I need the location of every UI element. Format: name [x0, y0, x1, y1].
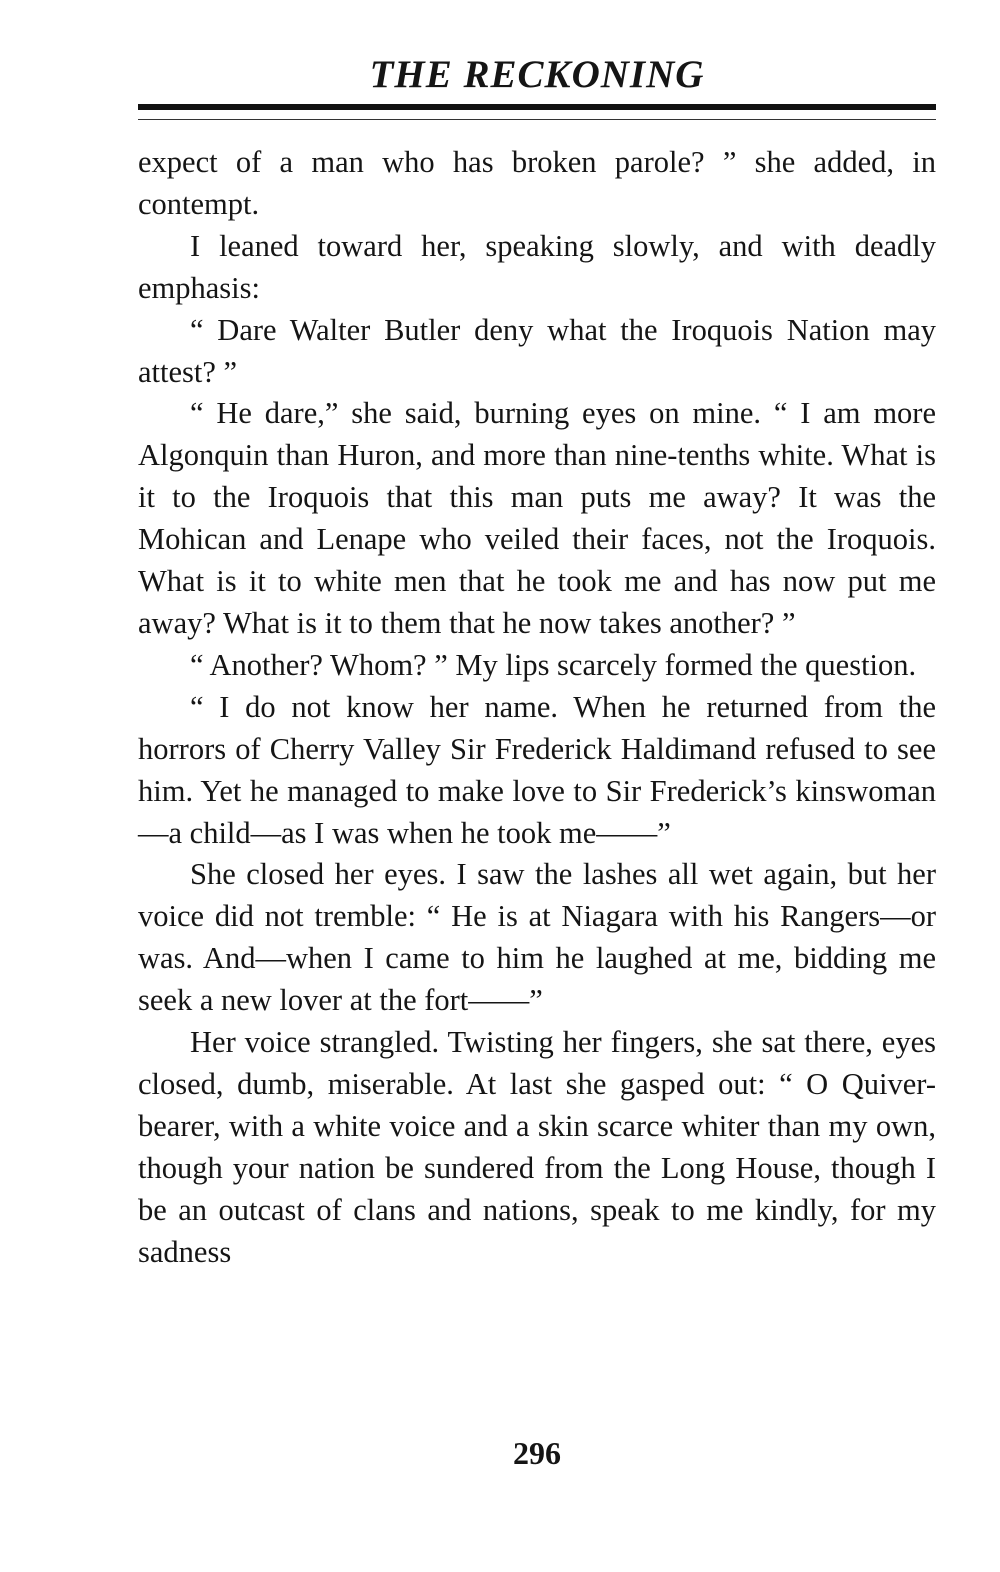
page-number: 296 — [513, 1435, 561, 1471]
paragraph: I leaned toward her, speaking slowly, and with deadly emphasis: — [138, 228, 936, 305]
paragraph-continuation: expect of a man who has broken parole? ” she added, in contempt. — [138, 145, 936, 221]
paragraph: “ He dare,” she said, burning eyes on mine. “ I am more Algonquin than Huron, and more than nine-tenths white. What is it to the Iroquois that this man puts me away? It was the Mohican and Lenape who veiled their faces, not the Iroquois. What is it to white men that he took me and has now put me away? What is it to them that he now takes another? ” — [138, 396, 936, 640]
paragraph: She closed her eyes. I saw the lashes all wet again, but her voice did not tremble: “ He is at Niagara with his Rangers—or was. And—when I came to him he laughed at me, bidding me seek a new lover at the fort——” — [138, 857, 936, 1018]
paragraph: “ Dare Walter Butler deny what the Iroquois Nation may attest? ” — [138, 312, 936, 389]
running-head: THE RECKONING — [369, 53, 705, 96]
paragraph: “ Another? Whom? ” My lips scarcely formed the question. — [190, 647, 917, 682]
header-rule-thin — [138, 119, 936, 120]
paragraph: “ I do not know her name. When he returned from the horrors of Cherry Valley Sir Frederick Haldimand refused to see him. Yet he managed to make love to Sir Frederick’s kinswoman—a child—as I was when he took me——” — [138, 689, 936, 850]
header-rule-thick — [138, 104, 936, 110]
book-page — [138, 0, 936, 1572]
body-text — [138, 142, 936, 1273]
paragraph: Her voice strangled. Twisting her fingers, she sat there, eyes closed, dumb, miserable. At last she gasped out: “ O Quiver-bearer, with a white voice and a skin scarce whiter than my own, though your nation be sundered from the Long House, though I be an outcast of clans and nations, speak to me kindly, for my sadness — [138, 1025, 936, 1269]
